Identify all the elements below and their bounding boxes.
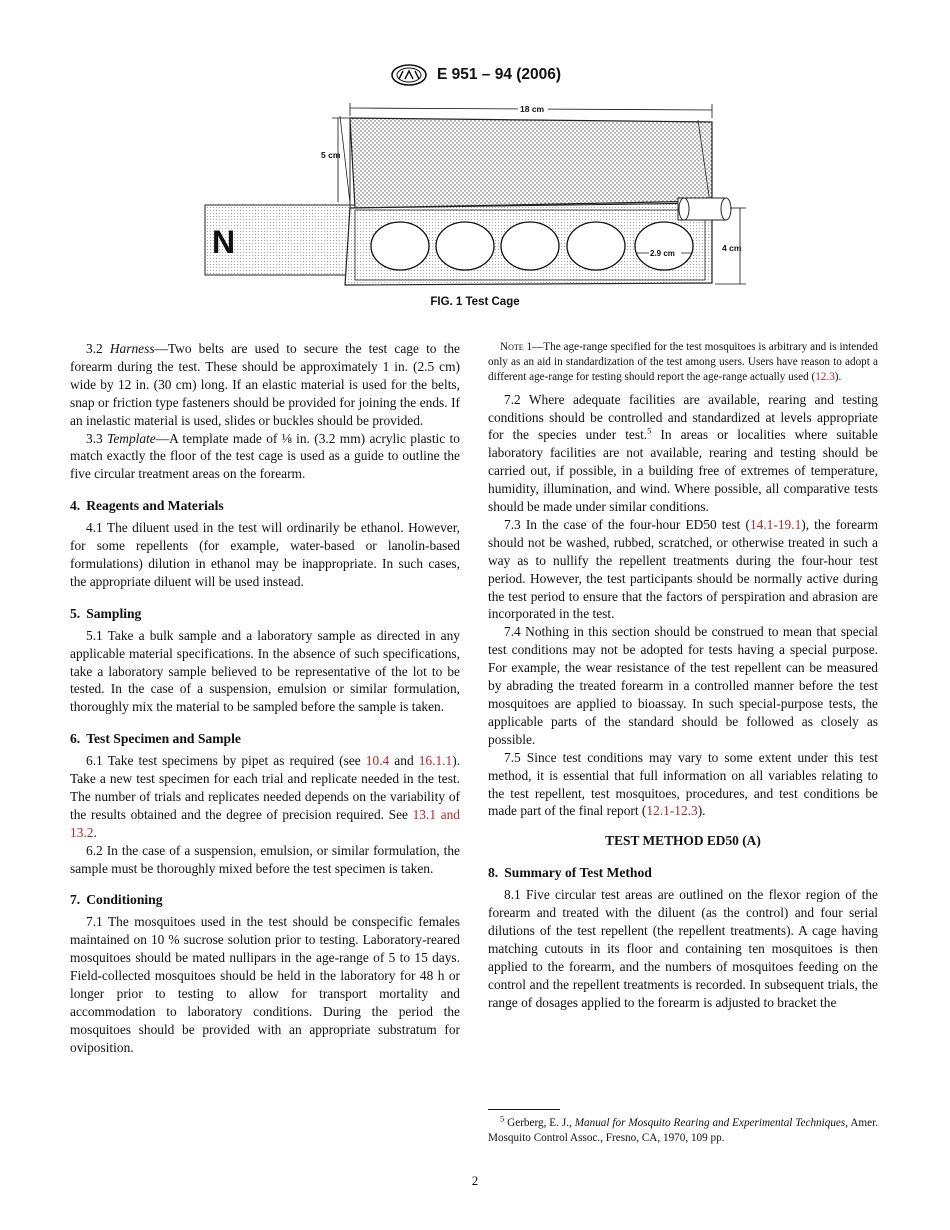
ref-link-12-1[interactable]: 12.1-12.3	[646, 803, 698, 819]
ref-link-16-1-1[interactable]: 16.1.1	[418, 753, 453, 769]
dim-circle-label: 2.9 cm	[650, 249, 675, 258]
ref-link-14-1[interactable]: 14.1-19.1	[749, 516, 802, 532]
dim-depth-label: 4 cm	[722, 243, 742, 253]
ref-link-13-1[interactable]: 13.1 and 13.2	[70, 806, 460, 840]
standard-designation: E 951 – 94 (2006)	[436, 66, 562, 83]
ref-link-10-4[interactable]: 10.4	[365, 753, 390, 769]
astm-logo-icon	[389, 64, 429, 86]
paragraph-7-4: 7.4 Nothing in this section should be construed to mean that special test conditions may not be adopted for tests having a special purpose. For example, the wear resistance of the test repellent can be measured by abrading the treated forearm in a controlled manner before the test mosquitoes are applied to bioassay. In such special-purpose tests, the applicable parts of the standard should be followed as closely as possible.	[488, 624, 878, 747]
section-heading-6: 6. Test Specimen and Sample	[70, 731, 241, 747]
dim-height-label: 5 cm	[321, 150, 341, 160]
left-column	[70, 340, 460, 1057]
section-heading-4: 4. Reagents and Materials	[70, 498, 224, 514]
paragraph-7-1: 7.1 The mosquitoes used in the test should be conspecific females maintained on 10 % sucrose solution prior to testing. Laboratory-reared mosquitoes should be mated nullipars in the age-range of 5 to 15 days. Field-collected mosquitoes should be held in the laboratory for 48 h or longer prior to testing to allow for transport mortality and accommodation to laboratory conditions. During the period the mosquitoes should be provided with an appropriate substratum for oviposition.	[70, 914, 460, 1055]
term-template: Template	[107, 430, 156, 446]
right-column	[488, 340, 878, 1012]
paragraph-5-1: 5.1 Take a bulk sample and a laboratory sample as directed in any applicable material specifications. In the absence of such specifications, take a laboratory sample believed to be representative of the lot to be tested. In the case of a suspension, emulsion or similar formulation, thoroughly mix the material to be sampled before the sample is taken.	[70, 627, 460, 715]
page-header	[0, 64, 950, 86]
dim-length-label: 18 cm	[520, 104, 545, 114]
paragraph-6-1: 6.1 Take test specimens by pipet as required (see 10.4 and 16.1.1). Take a new test specimen for each trial and replicate needed in the test. The number of trials and replicates needed depends on the variability of the results obtained and the degree of precision required. See 13.1 and 13.2.	[70, 753, 460, 840]
paragraph-4-1: 4.1 The diluent used in the test will ordinarily be ethanol. However, for some repellents (for example, water-based or lanolin-based formulations) dilution in ethanol may be inappropriate. In such cases, the appropriate diluent will be used instead.	[70, 520, 460, 589]
paragraph-3-3: 3.3 Template—A template made of ⅛ in. (3.2 mm) acrylic plastic to match exactly the floor of the test cage is used as a guide to outline the five circular treatment areas on the forearm.	[70, 430, 460, 482]
paragraph-7-5: 7.5 Since test conditions may vary to some extent under this test method, it is essential that full information on all variables relating to the test repellent, test mosquitoes, procedures, and test conditions be made part of the final report (12.1-12.3).	[488, 749, 878, 819]
section-heading-8: 8. Summary of Test Method	[488, 865, 652, 881]
treatment-circle	[436, 222, 494, 270]
term-harness: Harness	[109, 341, 155, 356]
paragraph-3-2: 3.2 Harness—Two belts are used to secure the test cage to the forearm during the test. These should be approximately 1 in. (2.5 cm) wide by 12 in. (30 cm) long. If an elastic material is used for the belts, snap or friction type fasteners should be provided for joining the ends. If an inelastic material is used, slides or buckles should be provided.	[70, 341, 460, 428]
section-heading-5: 5. Sampling	[70, 605, 142, 621]
figure-caption: FIG. 1 Test Cage	[430, 296, 520, 308]
treatment-circle	[501, 222, 559, 270]
footnote-divider	[488, 1109, 560, 1110]
footnote-marker: 5	[647, 425, 652, 436]
paragraph-7-3: 7.3 In the case of the four-hour ED50 test (14.1-19.1), the forearm should not be washed, rubbed, scratched, or otherwise treated in such a way as to nullify the repellent treatments during the four-hour test period. However, the test participants should be normally active during the test period to ensure that the factors of perspiration and abrasion are incorporated in the test.	[488, 516, 878, 622]
paragraph-7-2: 7.2 Where adequate facilities are available, rearing and testing conditions should be controlled and standardized at levels appropriate for the species under test.$^5$ In areas or localities where suitable laboratory facilities are not available, rearing and testing should be carried out, if possible, in a building free of extremes of temperature, humidity, illumination, and wind. Where possible, all comparative tests should be made under similar conditions.	[488, 391, 878, 515]
paragraph-6-2: 6.2 In the case of a suspension, emulsion, or similar formulation, the sample must be thoroughly mixed before the test specimen is taken.	[70, 842, 460, 876]
test-method-heading: TEST METHOD ED50 (A)	[605, 833, 761, 849]
ref-link-12-3[interactable]: 12.3	[815, 371, 835, 384]
footnote-5: $^5$ Gerberg, E. J., Manual for Mosquito Rearing and Experimental Techniques, Amer. Mosquito Control Assoc., Fresno, CA, 1970, 109 pp.	[488, 1113, 878, 1144]
north-label: N	[212, 224, 236, 260]
test-cage-figure	[200, 98, 760, 298]
section-heading-7: 7. Conditioning	[70, 892, 163, 908]
note-1: Note 1—The age-range specified for the test mosquitoes is arbitrary and is intended only as an aid in standardization of the test among users. Users have reason to adopt a different age-range for testing should report the age-range actually used (12.3).	[488, 341, 878, 384]
cage-screen-top	[350, 118, 712, 208]
treatment-circle	[371, 222, 429, 270]
page-number: 2	[471, 1173, 479, 1188]
paragraph-8-1: 8.1 Five circular test areas are outlined on the flexor region of the forearm and treated with the diluent (as the control) and four serial dilutions of the test repellent (the repellent treatments). A cage having matching cutouts in its floor and containing ten mosquitoes is then applied to the forearm, and the numbers of mosquitoes feeding on the control and the repellent treatments is recorded. In subsequent trials, the range of dosages applied to the forearm is adjusted to bracket the	[488, 887, 878, 1010]
treatment-circle	[567, 222, 625, 270]
